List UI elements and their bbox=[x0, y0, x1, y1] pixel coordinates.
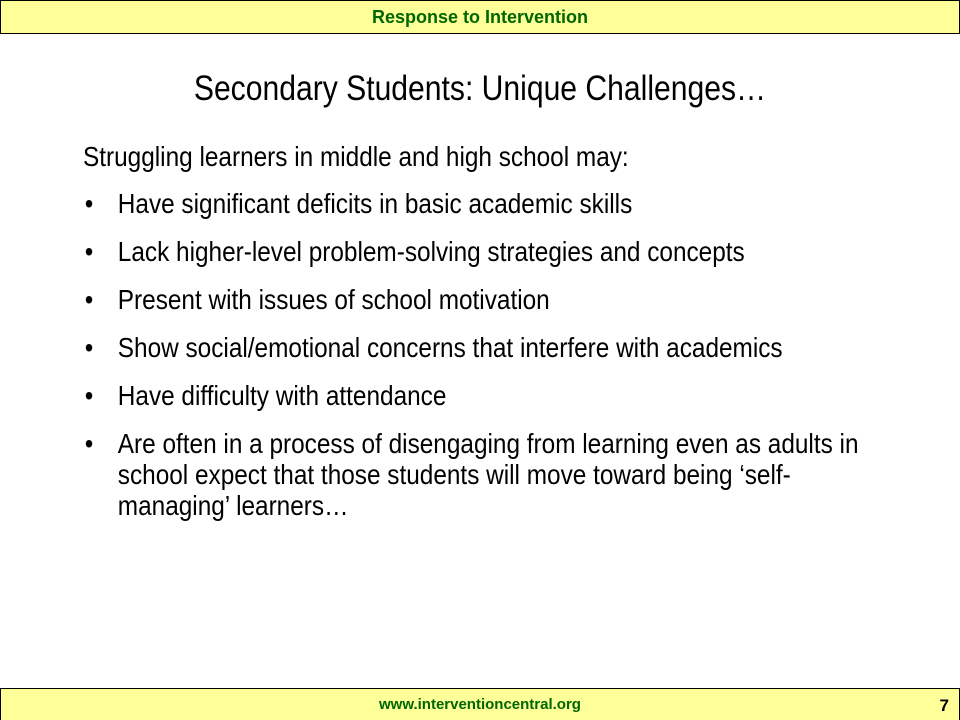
bullet-icon: • bbox=[84, 332, 94, 363]
bullet-item bbox=[83, 188, 866, 219]
bullet-icon: • bbox=[84, 188, 94, 219]
bullet-item bbox=[83, 284, 866, 315]
bullet-icon: • bbox=[84, 380, 94, 411]
bullet-icon: • bbox=[84, 236, 94, 267]
bullet-item bbox=[83, 380, 866, 411]
bullet-text: Have significant deficits in basic academic skills bbox=[117, 188, 633, 219]
bullet-text: Show social/emotional concerns that interfere with academics bbox=[117, 332, 783, 363]
intro-text: Struggling learners in middle and high school may: bbox=[83, 141, 629, 172]
header-bar bbox=[0, 0, 960, 34]
bullet-text: Have difficulty with attendance bbox=[117, 380, 447, 411]
header-title: Response to Intervention bbox=[371, 7, 589, 27]
bullet-text: Present with issues of school motivation bbox=[117, 284, 550, 315]
bullet-list bbox=[83, 188, 866, 521]
bullet-icon: • bbox=[84, 284, 94, 315]
slide-content bbox=[83, 140, 859, 538]
bullet-item bbox=[83, 332, 866, 363]
bullet-item bbox=[83, 236, 866, 267]
page-number: 7 bbox=[939, 696, 949, 715]
footer-bar bbox=[0, 688, 960, 720]
bullet-text: Are often in a process of disengaging from learning even as adults in school expect that those students will move toward being ‘self-managing’ learners… bbox=[117, 428, 859, 521]
slide-title: Secondary Students: Unique Challenges… bbox=[193, 69, 767, 108]
bullet-text: Lack higher-level problem-solving strategies and concepts bbox=[117, 236, 745, 267]
bullet-item bbox=[83, 428, 866, 521]
bullet-icon: • bbox=[84, 428, 94, 459]
footer-url-link[interactable]: www.interventioncentral.org bbox=[379, 696, 581, 713]
